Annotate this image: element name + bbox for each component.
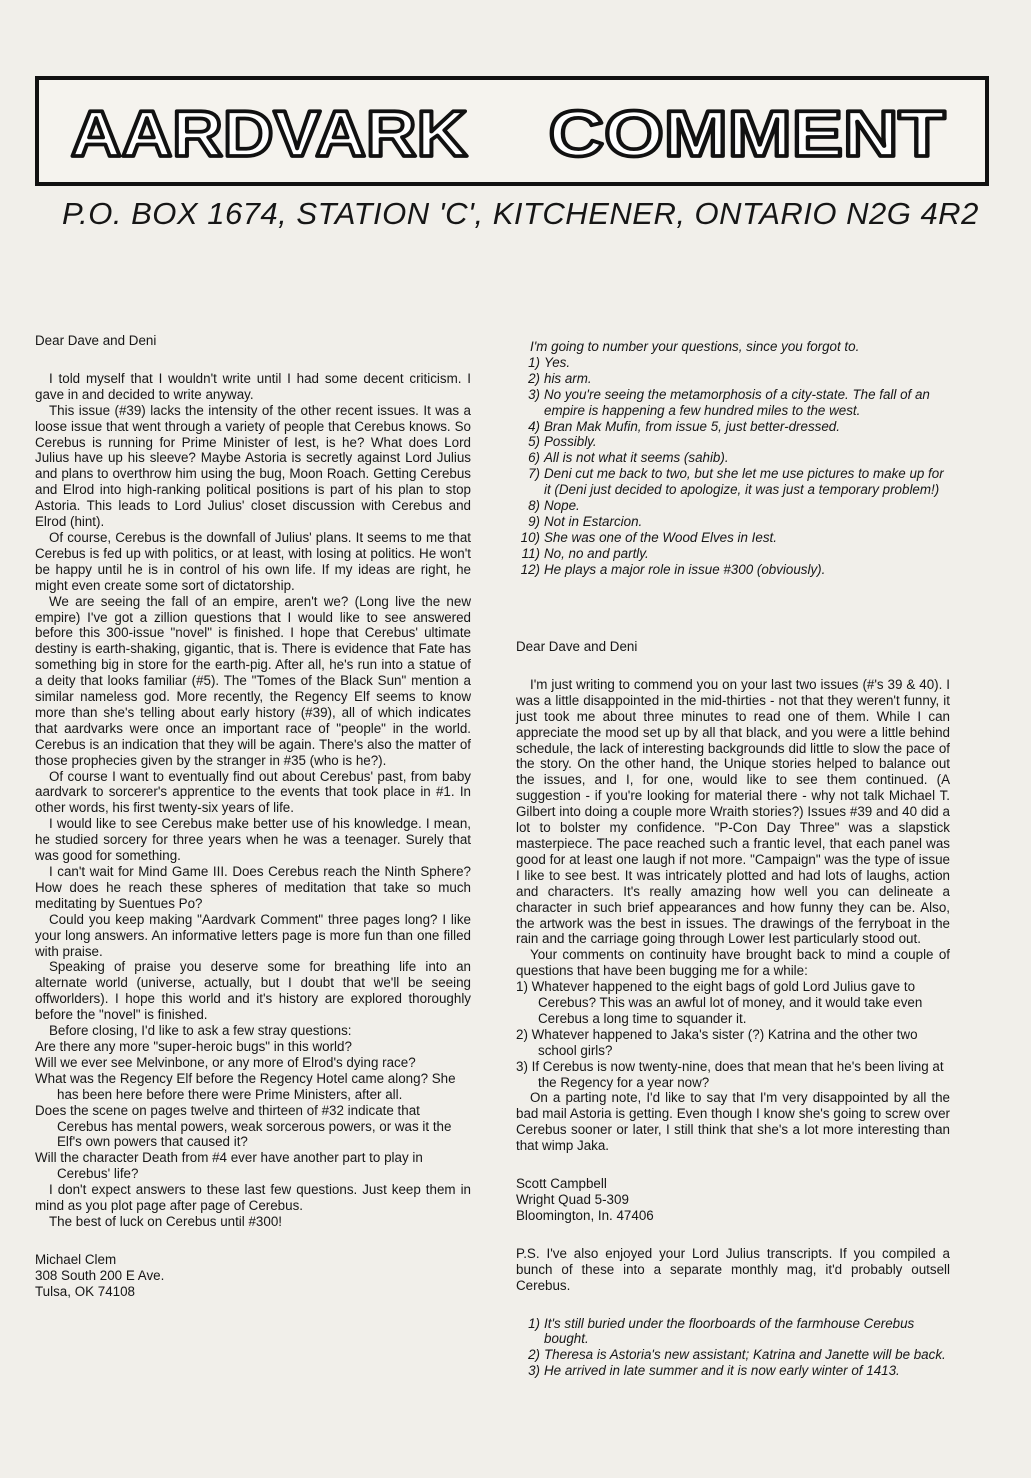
letter-question: Will we ever see Melvinbone, or any more of Elrod's dying race?: [35, 1054, 416, 1070]
answer-number: 8): [528, 498, 540, 514]
answer-number: 3): [528, 386, 540, 402]
reply-answer: [516, 355, 950, 371]
reply-answer: [516, 1363, 950, 1379]
letter-question: Will the character Death from #4 ever have another part to play in Cerebus' life?: [35, 1150, 423, 1182]
letter-paragraph: I'm just writing to commend you on your last two issues (#'s 39 & 40). I was a little disappointed in the mid-thirties - not that they weren't funny, it just took me about three minutes to read one of them. While I can appreciate the mood set up by all that black, and you were a little behind schedule, the lack of interesting backgrounds did little to slow the pace of the story. On the other hand, the Unique stories helped to balance out the issues, and I, for one, would like to see them continued. (A suggestion - if you're looking for material there - why not talk Michael T. Gilbert into doing a couple more Wraith stories?) Issues #39 and 40 did a lot to bolster my confidence. "P-Con Day Three" was a slapstick masterpiece. The pace reached such a frantic level, that each panel was good for at least one laugh if not more. "Campaign" was the type of issue I like to see best. It was intricately plotted and had lots of laughs, action and characters. It's really amazing how well you can delineate a character in such brief appearances and how funny they can be. Also, the artwork was the best in issues. The drawings of the ferryboat in the rain and the carriage going through Lower Iest particularly stood out.: [516, 676, 950, 947]
masthead-banner: [35, 76, 989, 186]
answer-text: Nope.: [544, 498, 580, 514]
masthead-title-left: AARDVARK: [70, 98, 468, 171]
answer-number: 2): [528, 370, 540, 386]
letter-paragraph: I don't expect answers to these last few questions. Just keep them in mind as you plot page after page of Cerebus.: [35, 1182, 471, 1214]
answer-text: He arrived in late summer and it is now early winter of 1413.: [544, 1363, 900, 1379]
answer-text: She was one of the Wood Elves in Iest.: [544, 529, 777, 545]
answer-number: 3): [528, 1363, 540, 1379]
letter-paragraph: Of course I want to eventually find out about Cerebus' past, from baby aardvark to sorcerer's apprentice to the events that took place in #1. In other words, his first twenty-six years of life.: [35, 768, 471, 816]
answer-text: All is not what it seems (sahib).: [544, 450, 729, 466]
letter-paragraph: I would like to see Cerebus make better use of his knowledge. I mean, he studied sorcery for three years when he was a teenager. Surely that was good for something.: [35, 816, 471, 864]
answer-number: 9): [528, 513, 540, 529]
letter-paragraph: I can't wait for Mind Game III. Does Cerebus reach the Ninth Sphere? How does he reach these spheres of meditation that take so much meditating by Suentues Po?: [35, 864, 471, 911]
reply-answer: [516, 562, 950, 578]
answer-number: 7): [528, 466, 540, 482]
reply-answer: [516, 466, 950, 498]
answer-number: 1): [528, 354, 540, 370]
reply-answer: [516, 450, 950, 466]
letter-question: What was the Regency Elf before the Regency Hotel came along? She has been here before there were Prime Ministers, after all.: [35, 1070, 456, 1102]
signature-line: Michael Clem: [35, 1251, 117, 1267]
letter-greeting: Dear Dave and Deni: [516, 639, 638, 654]
reply-answer: [516, 514, 950, 530]
letter-paragraph: Your comments on continuity have brought back to mind a couple of questions that have been bugging me for a while:: [516, 947, 950, 979]
reply-intro: I'm going to number your questions, since you forgot to.: [530, 339, 860, 354]
reply-answer: [516, 530, 950, 546]
answer-number: 5): [528, 434, 540, 450]
masthead-title-right: COMMENT: [548, 98, 946, 171]
reply-answer: [516, 419, 950, 435]
answer-text: No you're seeing the metamorphosis of a city-state. The fall of an empire is happening a few hundred miles to the west.: [544, 386, 930, 418]
letter-question: 1) Whatever happened to the eight bags of gold Lord Julius gave to Cerebus? This was an awful lot of money, and it would take even Cerebus a long time to squander it.: [516, 979, 923, 1026]
signature-line: Tulsa, OK 74108: [35, 1283, 135, 1299]
reply-answer: [516, 434, 950, 450]
reply-answer: [516, 371, 950, 387]
answer-text: Bran Mak Mufin, from issue 5, just better-dressed.: [544, 418, 840, 434]
letter-question: Does the scene on pages twelve and thirteen of #32 indicate that Cerebus has mental powers, weak sorcerous powers, or was it the Elf's own powers that caused it?: [35, 1102, 452, 1150]
letter-question: Are there any more "super-heroic bugs" in this world?: [35, 1038, 352, 1054]
signature-line: Wright Quad 5-309: [516, 1192, 629, 1207]
letter-paragraph: On a parting note, I'd like to say that I'm very disappointed by all the bad mail Astoria is getting. Even though I know she's going to screw over Cerebus sooner or later, I still think that she's a lot more interesting than that wimp Jaka.: [516, 1090, 950, 1154]
answer-text: No, no and partly.: [544, 545, 649, 561]
answer-text: Not in Estarcion.: [544, 513, 643, 529]
letter-paragraph: We are seeing the fall of an empire, aren't we? (Long live the new empire) I've got a zillion questions that I would like to see answered before this 300-issue "novel" is finished. I hope that Cerebus' ultimate destiny is earth-shaking, gigantic, that is. There is evidence that Fate has something big in store for the earth-pig. After all, he's run into a statue of a deity that looks familiar (#5). The "Tomes of the Black Sun" mention a similar nameless god. More recently, the Regency Elf seems to know more than she's telling about early history (#39), all of which indicates that aardvarks were once an important race of "people" in the world. Cerebus is an indication that they will be again. There's also the matter of those prophecies given by the stranger in #35 (who is he?).: [35, 593, 471, 768]
answer-number: 11): [521, 545, 540, 561]
letter-postscript: P.S. I've also enjoyed your Lord Julius transcripts. If you compiled a bunch of these into a separate monthly mag, it'd probably outsell Cerebus.: [516, 1245, 950, 1293]
answer-text: Possibly.: [544, 434, 597, 450]
answer-number: 10): [520, 529, 540, 545]
answer-text: He plays a major role in issue #300 (obviously).: [544, 561, 826, 577]
letter-question: 3) If Cerebus is now twenty-nine, does that mean that he's been living at the Regency for a year now?: [516, 1058, 944, 1090]
answer-text: his arm.: [544, 370, 592, 386]
letter-paragraph: The best of luck on Cerebus until #300!: [49, 1213, 282, 1229]
reply-answer: [516, 1347, 950, 1363]
letter-scott-campbell: [516, 639, 950, 1379]
answer-text: It's still buried under the floorboards of the farmhouse Cerebus bought.: [544, 1315, 915, 1347]
answer-text: Deni cut me back to two, but she let me use pictures to make up for it (Deni just decided to apologize, it was just a temporary problem!): [544, 466, 944, 498]
answer-text: Yes.: [544, 354, 571, 370]
signature-line: 308 South 200 E Ave.: [35, 1267, 165, 1283]
letter-paragraph: This issue (#39) lacks the intensity of the other recent issues. It was a loose issue that went through a variety of people that Cerebus knows. So Cerebus is running for Prime Minister of Iest, is he? What does Lord Julius have up his sleeve? Maybe Astoria is secretly against Lord Julius and plans to overthrow him using the bug, Moon Roach. Getting Cerebus and Elrod into high-ranking political positions is part of his plan to stop Astoria. This leads to Lord Julius' closet discussion with Cerebus and Elrod (hint).: [35, 402, 471, 530]
letter-paragraph: Before closing, I'd like to ask a few stray questions:: [49, 1023, 352, 1039]
answer-text: Theresa is Astoria's new assistant; Katrina and Janette will be back.: [544, 1347, 946, 1363]
letter-question: 2) Whatever happened to Jaka's sister (?) Katrina and the other two school girls?: [516, 1026, 918, 1058]
reply-answer: [516, 387, 950, 419]
answer-number: 2): [528, 1347, 540, 1363]
editor-reply-1: [516, 339, 950, 578]
answer-number: 4): [528, 418, 540, 434]
reply-answer: [516, 1316, 950, 1348]
masthead-lettering: [39, 80, 985, 182]
letter-paragraph: I told myself that I wouldn't write until I had some decent criticism. I gave in and decided to write anyway.: [35, 370, 471, 402]
answer-number: 6): [528, 450, 540, 466]
signature-line: Scott Campbell: [516, 1176, 607, 1192]
reply-answer: [516, 546, 950, 562]
signature-line: Bloomington, In. 47406: [516, 1207, 654, 1223]
letter-paragraph: Of course, Cerebus is the downfall of Julius' plans. It seems to me that Cerebus is fed up with politics, or at least, with losing at politics. He won't be happy until he is in control of his own life. If my ideas are right, he might even create some sort of dictatorship.: [35, 529, 471, 593]
letter-greeting: Dear Dave and Deni: [35, 333, 157, 348]
answer-number: 12): [520, 561, 540, 577]
mailing-address: P.O. BOX 1674, STATION 'C', KITCHENER, ONTARIO N2G 4R2: [62, 196, 979, 231]
reply-answer: [516, 498, 950, 514]
letter-michael-clem: [35, 333, 471, 1300]
letter-paragraph: Speaking of praise you deserve some for breathing life into an alternate world (universe, actually, but I doubt that we'll be seeing offworlders). I hope this world and it's history are explored thoroughly before the "novel" is finished.: [35, 959, 471, 1023]
letter-paragraph: Could you keep making "Aardvark Comment" three pages long? I like your long answers. An informative letters page is more fun than one filled with praise.: [35, 911, 471, 959]
answer-number: 1): [528, 1315, 540, 1331]
